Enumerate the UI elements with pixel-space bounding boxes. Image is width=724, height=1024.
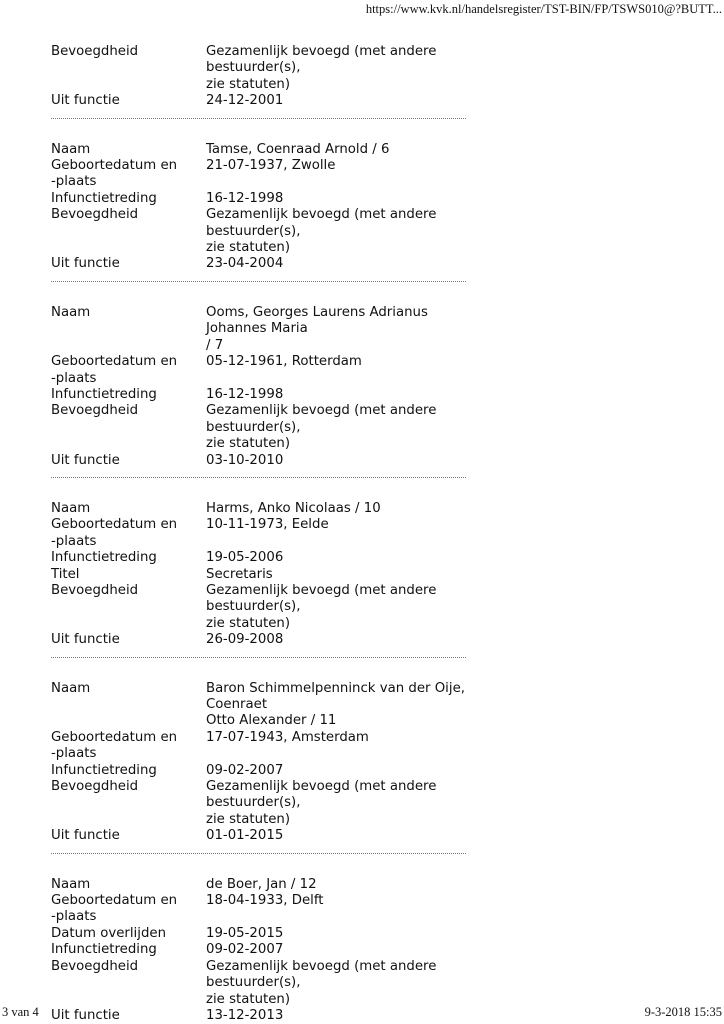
field-value [206,387,471,403]
section-divider [51,657,466,658]
officer-section [51,501,471,649]
field-value [206,828,471,844]
field-value [206,681,471,730]
field-value [206,959,471,1008]
field-label [51,893,206,926]
field-value [206,550,471,566]
field-row [51,730,471,763]
officer-section [51,681,471,845]
field-label [51,779,206,828]
field-value-line: 18-04-1933, Delft [206,893,324,909]
field-label-line: Titel [51,566,80,582]
field-value-line: bestuurder(s), [206,419,301,435]
field-value-line: Gezamenlijk bevoegd (met andere [206,958,437,974]
field-value-line: Coenraet [206,697,268,712]
officer-section [51,877,471,1024]
field-row [51,763,471,779]
field-value-line: bestuurder(s), [206,599,301,615]
field-value [206,403,471,452]
field-row [51,158,471,191]
field-label-line: Infunctietreding [51,190,157,206]
field-value-line: 21-07-1937, Zwolle [206,158,336,174]
field-label [51,93,206,109]
field-row [51,567,471,583]
field-value-line: 05-12-1961, Rotterdam [206,354,362,370]
field-label-line: Bevoegdheid [51,403,139,419]
field-value-line: zie statuten) [206,436,291,452]
field-value [206,877,471,893]
field-label [51,501,206,517]
field-row [51,828,471,844]
field-value-line: zie statuten) [206,240,291,256]
field-row [51,893,471,926]
field-value [206,1008,471,1024]
field-label [51,403,206,452]
field-value [206,191,471,207]
field-label-line: Bevoegdheid [51,779,139,795]
field-label-line: Infunctietreding [51,762,157,778]
field-row [51,550,471,566]
field-value [206,207,471,256]
field-value [206,730,471,763]
field-row [51,1008,471,1024]
field-value-line: 16-12-1998 [206,386,284,402]
field-label [51,1008,206,1024]
field-row [51,305,471,354]
officer-section [51,305,471,469]
field-label [51,681,206,730]
field-label-line: Bevoegdheid [51,958,139,974]
field-value-line: Secretaris [206,566,273,582]
field-row [51,583,471,632]
field-label-line: Bevoegdheid [51,207,139,223]
field-label [51,305,206,354]
field-value [206,893,471,926]
page-number: 3 van 4 [2,1005,39,1019]
field-label-line: Naam [51,141,91,157]
field-row [51,354,471,387]
field-label-line: Uit functie [51,256,120,272]
field-label [51,453,206,469]
field-label [51,207,206,256]
section-divider [51,853,466,854]
field-label-line: Infunctietreding [51,386,157,402]
field-value-line: 16-12-1998 [206,190,284,206]
field-label-line: Uit functie [51,632,120,648]
field-label [51,387,206,403]
field-row [51,959,471,1008]
field-label-line: -plaats [51,909,97,925]
field-value [206,158,471,191]
register-content [51,44,471,1024]
field-label [51,730,206,763]
field-label [51,191,206,207]
field-value [206,517,471,550]
field-label [51,828,206,844]
field-value-line: Gezamenlijk bevoegd (met andere [206,207,437,223]
field-row [51,256,471,272]
field-value [206,453,471,469]
field-row [51,877,471,893]
field-row [51,942,471,958]
field-label [51,567,206,583]
field-label [51,942,206,958]
field-label [51,550,206,566]
field-value-line: 23-04-2004 [206,256,284,272]
field-value [206,583,471,632]
field-value-line: zie statuten) [206,76,291,92]
field-value-line: Gezamenlijk bevoegd (met andere [206,582,437,598]
field-value-line: 03-10-2010 [206,452,284,468]
field-label [51,142,206,158]
field-value-line: / 7 [206,337,224,353]
field-value [206,256,471,272]
field-value-line: 09-02-2007 [206,762,284,778]
field-label [51,926,206,942]
section-divider [51,477,466,478]
field-value-line: 10-11-1973, Eelde [206,517,329,533]
field-value-line: 19-05-2015 [206,925,284,941]
field-label-line: Geboortedatum en [51,354,178,370]
field-value-line: Ooms, Georges Laurens Adrianus [206,304,428,320]
field-value [206,44,471,93]
field-value-line: zie statuten) [206,811,291,827]
field-value [206,354,471,387]
field-label-line: -plaats [51,174,97,190]
field-label-line: Geboortedatum en [51,893,178,909]
field-label-line: Uit functie [51,1007,120,1023]
field-value-line: 09-02-2007 [206,942,284,958]
field-value [206,779,471,828]
field-value-line: zie statuten) [206,615,291,631]
officer-section [51,44,471,110]
field-value-line: zie statuten) [206,991,291,1007]
field-value-line: Gezamenlijk bevoegd (met andere [206,779,437,795]
field-value [206,501,471,517]
field-label [51,583,206,632]
field-label-line: -plaats [51,533,97,549]
print-datetime: 9-3-2018 15:35 [644,1005,722,1019]
field-label-line: Geboortedatum en [51,517,178,533]
field-label-line: Geboortedatum en [51,729,178,745]
field-label-line: Naam [51,876,91,892]
field-value-line: Gezamenlijk bevoegd (met andere [206,403,437,419]
field-label [51,158,206,191]
field-row [51,632,471,648]
field-label-line: Uit functie [51,93,120,109]
field-value-line: 26-09-2008 [206,632,284,648]
field-label [51,632,206,648]
field-value [206,632,471,648]
field-label-line: Infunctietreding [51,942,157,958]
field-value-line: 24-12-2001 [206,93,284,109]
field-row [51,681,471,730]
field-row [51,501,471,517]
field-value-line: 17-07-1943, Amsterdam [206,729,369,745]
field-row [51,403,471,452]
field-label [51,44,206,93]
field-label [51,763,206,779]
field-value [206,926,471,942]
field-value-line: bestuurder(s), [206,223,301,239]
field-value [206,142,471,158]
field-label-line: Naam [51,680,91,696]
field-value-line: Harms, Anko Nicolaas / 10 [206,500,381,516]
field-label-line: Infunctietreding [51,550,157,566]
field-value [206,942,471,958]
field-label-line: -plaats [51,746,97,762]
field-label [51,517,206,550]
field-label-line: Uit functie [51,828,120,844]
field-value-line: bestuurder(s), [206,795,301,811]
field-value-line: 13-12-2013 [206,1007,284,1023]
field-row [51,453,471,469]
field-row [51,779,471,828]
field-value [206,567,471,583]
field-label [51,959,206,1008]
field-value-line: de Boer, Jan / 12 [206,876,317,892]
field-label-line: Datum overlijden [51,925,166,941]
field-row [51,142,471,158]
field-value-line: Baron Schimmelpenninck van der Oije, [206,680,465,696]
officer-section [51,142,471,273]
field-value [206,93,471,109]
field-value-line: Johannes Maria [206,321,308,337]
field-value-line: Tamse, Coenraad Arnold / 6 [206,141,390,157]
field-value-line: Otto Alexander / 11 [206,713,337,729]
field-row [51,387,471,403]
field-label-line: Bevoegdheid [51,582,139,598]
field-value-line: Gezamenlijk bevoegd (met andere [206,44,437,59]
field-label-line: Naam [51,500,91,516]
field-label [51,354,206,387]
field-row [51,191,471,207]
field-value-line: bestuurder(s), [206,975,301,991]
field-value-line: bestuurder(s), [206,60,301,76]
field-label-line: Bevoegdheid [51,44,139,59]
field-label-line: -plaats [51,370,97,386]
field-label-line: Uit functie [51,452,120,468]
page-url: https://www.kvk.nl/handelsregister/TST-BIN/FP/TSWS010@?BUTT... [365,2,722,16]
field-value [206,305,471,354]
section-divider [51,281,466,282]
field-value [206,763,471,779]
field-row [51,93,471,109]
field-row [51,44,471,93]
field-label [51,877,206,893]
field-row [51,207,471,256]
field-value-line: 19-05-2006 [206,550,284,566]
section-divider [51,118,466,119]
field-label [51,256,206,272]
field-value-line: 01-01-2015 [206,828,284,844]
field-label-line: Geboortedatum en [51,158,178,174]
field-row [51,517,471,550]
field-row [51,926,471,942]
field-label-line: Naam [51,304,91,320]
